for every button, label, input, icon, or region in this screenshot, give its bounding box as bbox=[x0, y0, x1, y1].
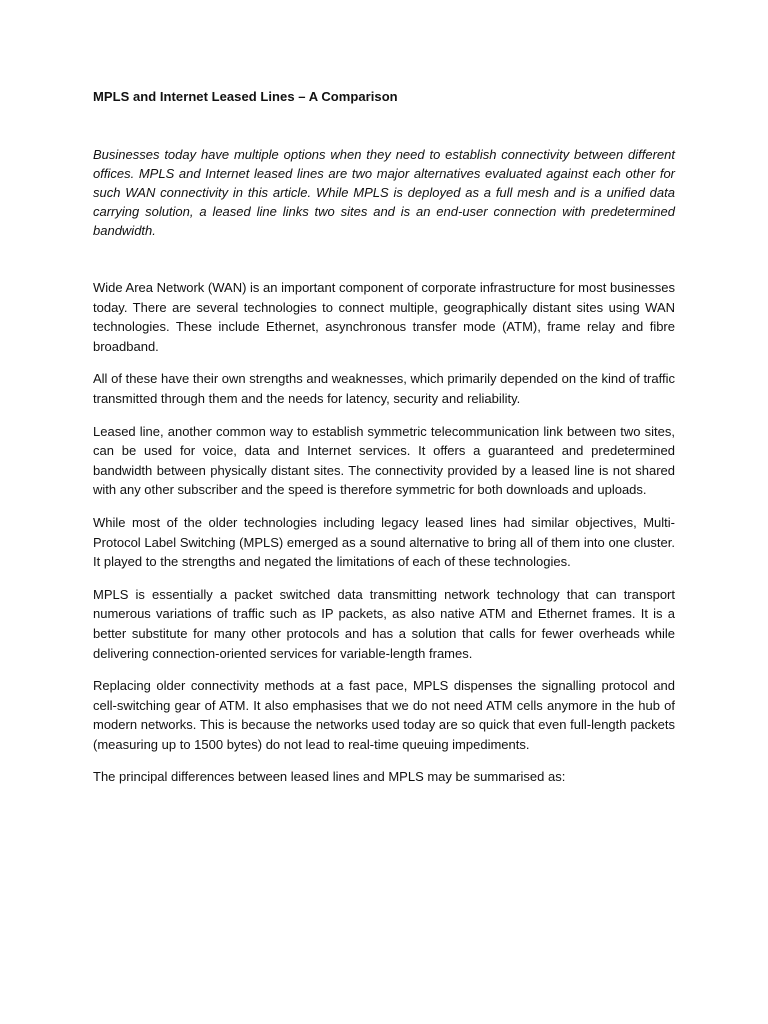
body-paragraph-3: Leased line, another common way to establish symmetric telecommunication link between two sites, can be used for voice, data and Internet services. It offers a guaranteed and predetermined bandwidth between physically distant sites. The connectivity provided by a leased line is not shared with any other subscriber and the speed is therefore symmetric for both downloads and uploads. bbox=[93, 423, 675, 498]
document-title: MPLS and Internet Leased Lines – A Comparison bbox=[93, 89, 398, 104]
body-paragraph-1: Wide Area Network (WAN) is an important component of corporate infrastructure for most businesses today. There are several technologies to connect multiple, geographically distant sites using WAN technologies. These include Ethernet, asynchronous transfer mode (ATM), frame relay and fibre broadband. bbox=[93, 280, 675, 354]
body-paragraph-4: While most of the older technologies including legacy leased lines had similar objectives, Multi-Protocol Label Switching (MPLS) emerged as a sound alternative to bring all of them into one cluster. It played to the strengths and negated the limitations of each of these technologies. bbox=[93, 514, 675, 570]
body-paragraph-6: Replacing older connectivity methods at a fast pace, MPLS dispenses the signalling protocol and cell-switching gear of ATM. It also emphasises that we do not need ATM cells anymore in the hub of modern networks. This is because the networks used today are so quick that even full-length packets (measuring up to 1500 bytes) do not lead to real-time queuing impediments. bbox=[93, 678, 675, 752]
body-paragraph-2: All of these have their own strengths and weaknesses, which primarily depended on the kind of traffic transmitted through them and the needs for latency, security and reliability. bbox=[93, 371, 675, 406]
document-body bbox=[93, 88, 675, 800]
body-paragraph-7: The principal differences between leased lines and MPLS may be summarised as: bbox=[93, 769, 566, 785]
body-paragraph-5: MPLS is essentially a packet switched data transmitting network technology that can transport numerous variations of traffic such as IP packets, as also native ATM and Ethernet frames. It is a better substitute for many other protocols and has a solution that calls for fewer overheads while delivering connection-oriented services for variable-length frames. bbox=[93, 586, 675, 661]
abstract-paragraph: Businesses today have multiple options when they need to establish connectivity between different offices. MPLS and Internet leased lines are two major alternatives evaluated against each other for such WAN connectivity in this article. While MPLS is deployed as a full mesh and is a unified data carrying solution, a leased line links two sites and is an end-user connection with predetermined bandwidth. bbox=[93, 147, 675, 238]
